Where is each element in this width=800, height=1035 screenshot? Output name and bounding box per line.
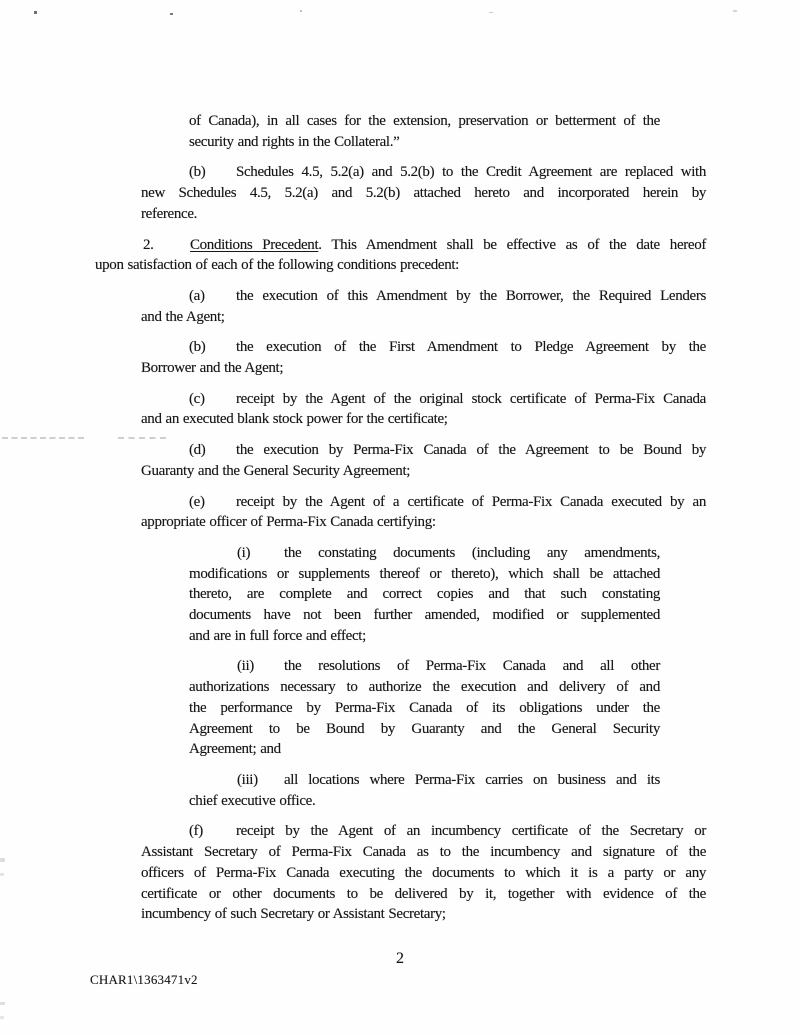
text-line: modifications or supplements thereof or thereto), which shall be attached xyxy=(189,565,660,582)
scan-smudge xyxy=(0,1002,5,1005)
text-line: (e) receipt by the Agent of a certificate of Perma-Fix Canada executed by an xyxy=(141,492,706,513)
paragraph-label: (b) xyxy=(189,164,206,181)
text-line: security and rights in the Collateral.” xyxy=(189,133,400,150)
scan-speck xyxy=(170,13,173,15)
text-line: chief executive office. xyxy=(189,792,316,809)
text-line: Assistant Secretary of Perma-Fix Canada as to the incumbency and signature of the xyxy=(141,844,706,861)
paragraph-quote-continuation xyxy=(189,111,660,152)
paragraph-label: 2. xyxy=(143,236,154,253)
text-line: and the Agent; xyxy=(141,308,225,325)
paragraph-condition-b xyxy=(141,337,706,378)
paragraph-condition-a xyxy=(141,286,706,327)
text-line: 2. Conditions Precedent. This Amendment shall be effective as of the date hereof xyxy=(95,235,706,256)
paragraph-amendment-1b xyxy=(141,162,706,224)
text-line: (ii) the resolutions of Perma-Fix Canada and all other xyxy=(189,656,660,677)
text-line: of Canada), in all cases for the extension, preservation or betterment of the xyxy=(189,113,660,129)
text-line: thereto, are complete and correct copies and that such constating xyxy=(189,586,660,603)
text-line: officers of Perma-Fix Canada executing the documents to which it is a party or any xyxy=(141,864,706,881)
text-line: (b) Schedules 4.5, 5.2(a) and 5.2(b) to the Credit Agreement are replaced with xyxy=(141,162,706,183)
scan-speck xyxy=(489,12,493,13)
text-line: Guaranty and the General Security Agreement; xyxy=(141,462,411,479)
scan-speck xyxy=(34,11,37,14)
text-line: new Schedules 4.5, 5.2(a) and 5.2(b) attached hereto and incorporated herein by xyxy=(141,185,706,202)
paragraph-label: (b) xyxy=(189,339,206,356)
text-line: (a) the execution of this Amendment by the Borrower, the Required Lenders xyxy=(141,286,706,307)
text-line: documents have not been further amended, modified or supplemented xyxy=(189,607,660,624)
paragraph-label: (e) xyxy=(189,493,205,510)
text-line: and an executed blank stock power for the certificate; xyxy=(141,411,448,428)
footer-doc-id: CHAR1\1363471v2 xyxy=(90,972,198,987)
scan-smudge xyxy=(0,1016,4,1019)
text-line: (f) receipt by the Agent of an incumbency certificate of the Secretary or xyxy=(141,821,706,842)
text-line: incumbency of such Secretary or Assistant Secretary; xyxy=(141,906,446,923)
text-line: (iii) all locations where Perma-Fix carries on business and its xyxy=(189,770,660,791)
scan-speck xyxy=(300,10,302,12)
text-line: (d) the execution by Perma-Fix Canada of the Agreement to be Bound by xyxy=(141,440,706,461)
page-number: 2 xyxy=(396,950,404,967)
paragraph-section-2-conditions-precedent xyxy=(95,235,706,276)
scan-speck xyxy=(733,10,737,12)
text-line: reference. xyxy=(141,205,198,222)
text-line: appropriate officer of Perma-Fix Canada certifying: xyxy=(141,514,436,531)
text-line: Borrower and the Agent; xyxy=(141,360,284,377)
text-line: the performance by Perma-Fix Canada of its obligations under the xyxy=(189,699,660,716)
paragraph-label: (a) xyxy=(189,287,205,304)
document-body xyxy=(95,111,706,935)
paragraph-cert-item-i xyxy=(189,543,660,647)
text-line: authorizations necessary to authorize the execution and delivery of and xyxy=(189,679,660,696)
paragraph-condition-c xyxy=(141,389,706,430)
text-line: (c) receipt by the Agent of the original stock certificate of Perma-Fix Canada xyxy=(141,389,706,410)
paragraph-cert-item-iii xyxy=(189,770,660,811)
paragraph-label: (c) xyxy=(189,390,205,407)
paragraph-label: (iii) xyxy=(237,771,258,788)
paragraph-label: (ii) xyxy=(237,658,254,675)
paragraph-condition-f xyxy=(141,821,706,925)
paragraph-label: (d) xyxy=(189,442,206,459)
text-line: certificate or other documents to be delivered by it, together with evidence of the xyxy=(141,885,706,902)
text-line: and are in full force and effect; xyxy=(189,627,366,644)
paragraph-condition-e xyxy=(141,492,706,533)
paragraph-cert-item-ii xyxy=(189,656,660,760)
paragraph-label: (f) xyxy=(189,823,203,840)
text-line: (b) the execution of the First Amendment to Pledge Agreement by the xyxy=(141,337,706,358)
text-line: upon satisfaction of each of the following conditions precedent: xyxy=(95,257,459,274)
scan-dash-artifact xyxy=(2,437,84,439)
paragraph-label: (i) xyxy=(237,544,251,561)
text-line: Agreement; and xyxy=(189,741,281,758)
text-line: Agreement to be Bound by Guaranty and the General Security xyxy=(189,720,660,737)
scan-smudge xyxy=(0,858,5,862)
paragraph-condition-d xyxy=(141,440,706,481)
text-line: (i) the constating documents (including any amendments, xyxy=(189,543,660,564)
underlined-heading: Conditions Precedent xyxy=(190,236,319,253)
scan-smudge xyxy=(0,873,4,876)
